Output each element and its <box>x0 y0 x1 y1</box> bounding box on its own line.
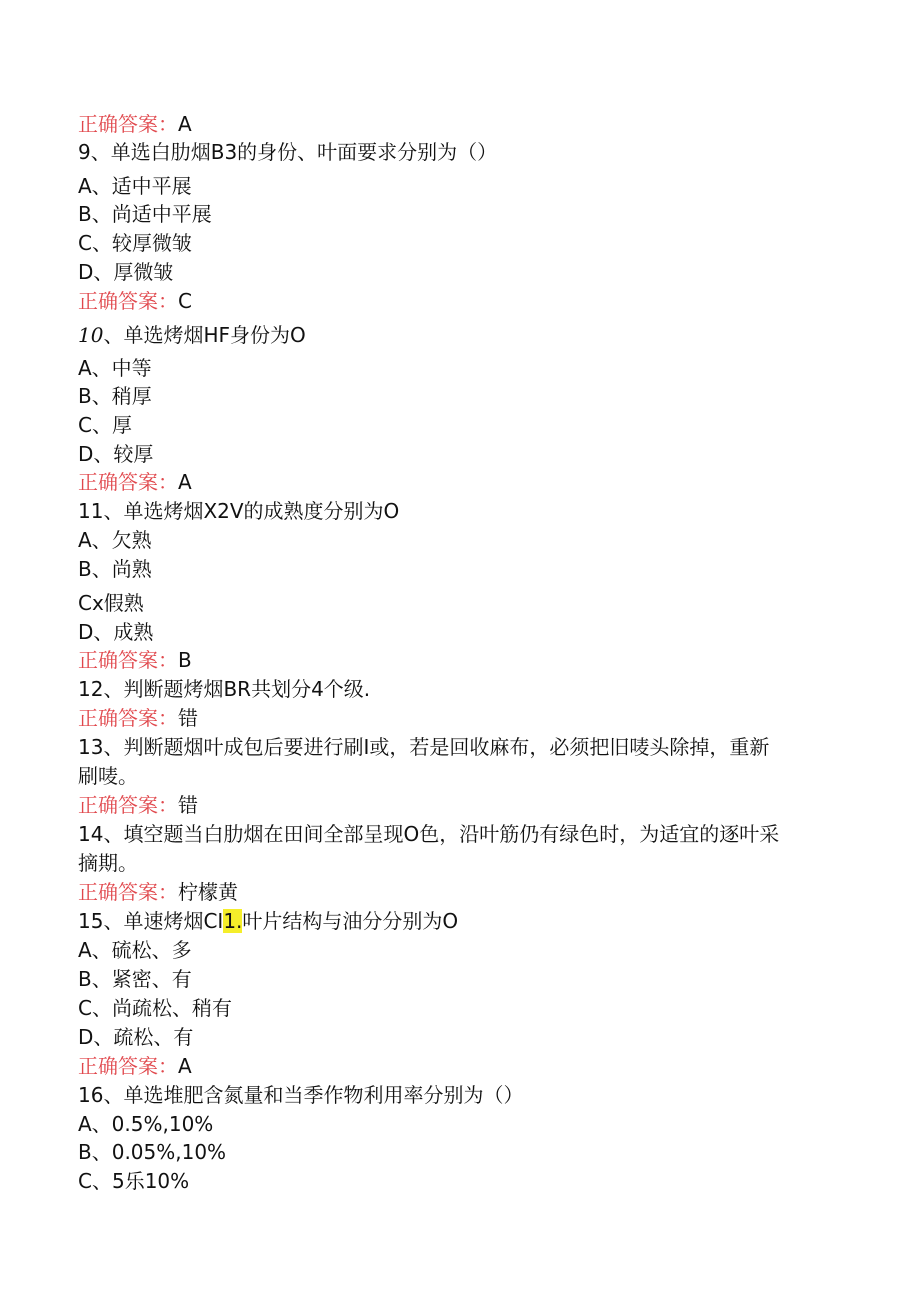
question-11: 11、单选烤烟X2V的成熟度分别为O <box>78 499 400 523</box>
option-d: D、厚微皱 <box>78 260 174 284</box>
question-10 <box>78 322 306 348</box>
option-c: Cx假熟 <box>78 591 144 615</box>
answer-line-q14 <box>78 879 238 905</box>
option-a: A、0.5%,10% <box>78 1112 214 1136</box>
option-a: A、适中平展 <box>78 174 192 198</box>
answer-line-q10 <box>78 469 192 495</box>
option-a: A、硫松、多 <box>78 938 192 962</box>
answer-label: 正确答案： <box>78 648 178 672</box>
question-text: 叶片结构与油分分别为O <box>242 909 459 933</box>
option-b: B、紧密、有 <box>78 967 192 991</box>
answer-line-q12 <box>78 705 198 731</box>
question-text: 15、单速烤烟CI <box>78 909 224 933</box>
answer-value: 柠檬黄 <box>178 880 238 904</box>
option-a: A、中等 <box>78 356 152 380</box>
question-12: 12、判断题烤烟BR共划分4个级. <box>78 677 371 701</box>
answer-label: 正确答案： <box>78 793 178 817</box>
answer-value: A <box>178 1054 192 1078</box>
question-number: 10 <box>78 323 104 347</box>
answer-label: 正确答案： <box>78 289 178 313</box>
option-c: C、较厚微皱 <box>78 231 192 255</box>
question-14: 14、填空题当白肋烟在田间全部呈现O色，沿叶筋仍有绿色时，为适宜的逐叶采 <box>78 822 780 846</box>
option-d: D、疏松、有 <box>78 1025 194 1049</box>
answer-value: C <box>178 289 192 313</box>
question-16: 16、单选堆肥含氮量和当季作物利用率分别为（） <box>78 1083 524 1107</box>
question-13-continued: 刷唛。 <box>78 764 138 788</box>
highlighted-text: 1. <box>223 909 243 933</box>
answer-label: 正确答案： <box>78 470 178 494</box>
answer-value: 错 <box>178 793 198 817</box>
answer-value: A <box>178 112 192 136</box>
option-d: D、较厚 <box>78 442 154 466</box>
option-b: B、0.05%,10% <box>78 1140 227 1164</box>
option-b: B、稍厚 <box>78 384 152 408</box>
option-c: C、尚疏松、稍有 <box>78 996 232 1020</box>
answer-value: B <box>178 648 192 672</box>
answer-value: 错 <box>178 706 198 730</box>
question-15 <box>78 908 458 934</box>
question-9: 9、单选白肋烟B3的身份、叶面要求分别为（） <box>78 140 498 164</box>
answer-label: 正确答案： <box>78 1054 178 1078</box>
option-a: A、欠熟 <box>78 528 152 552</box>
option-c: C、厚 <box>78 413 132 437</box>
answer-label: 正确答案： <box>78 880 178 904</box>
option-d: D、成熟 <box>78 620 154 644</box>
question-13: 13、判断题烟叶成包后要进行刷I或，若是回收麻布，必须把旧唛头除掉，重新 <box>78 735 770 759</box>
answer-line-q15 <box>78 1053 192 1079</box>
option-b: B、尚熟 <box>78 557 152 581</box>
answer-line-q11 <box>78 647 192 673</box>
option-b: B、尚适中平展 <box>78 202 212 226</box>
question-text: 、单选烤烟HF身份为O <box>103 323 306 347</box>
answer-line-q9 <box>78 288 192 314</box>
answer-label: 正确答案： <box>78 112 178 136</box>
option-c: C、5乐10% <box>78 1169 190 1193</box>
answer-line-q8 <box>78 111 192 137</box>
answer-label: 正确答案： <box>78 706 178 730</box>
answer-line-q13 <box>78 792 198 818</box>
answer-value: A <box>178 470 192 494</box>
question-14-continued: 摘期。 <box>78 851 138 875</box>
